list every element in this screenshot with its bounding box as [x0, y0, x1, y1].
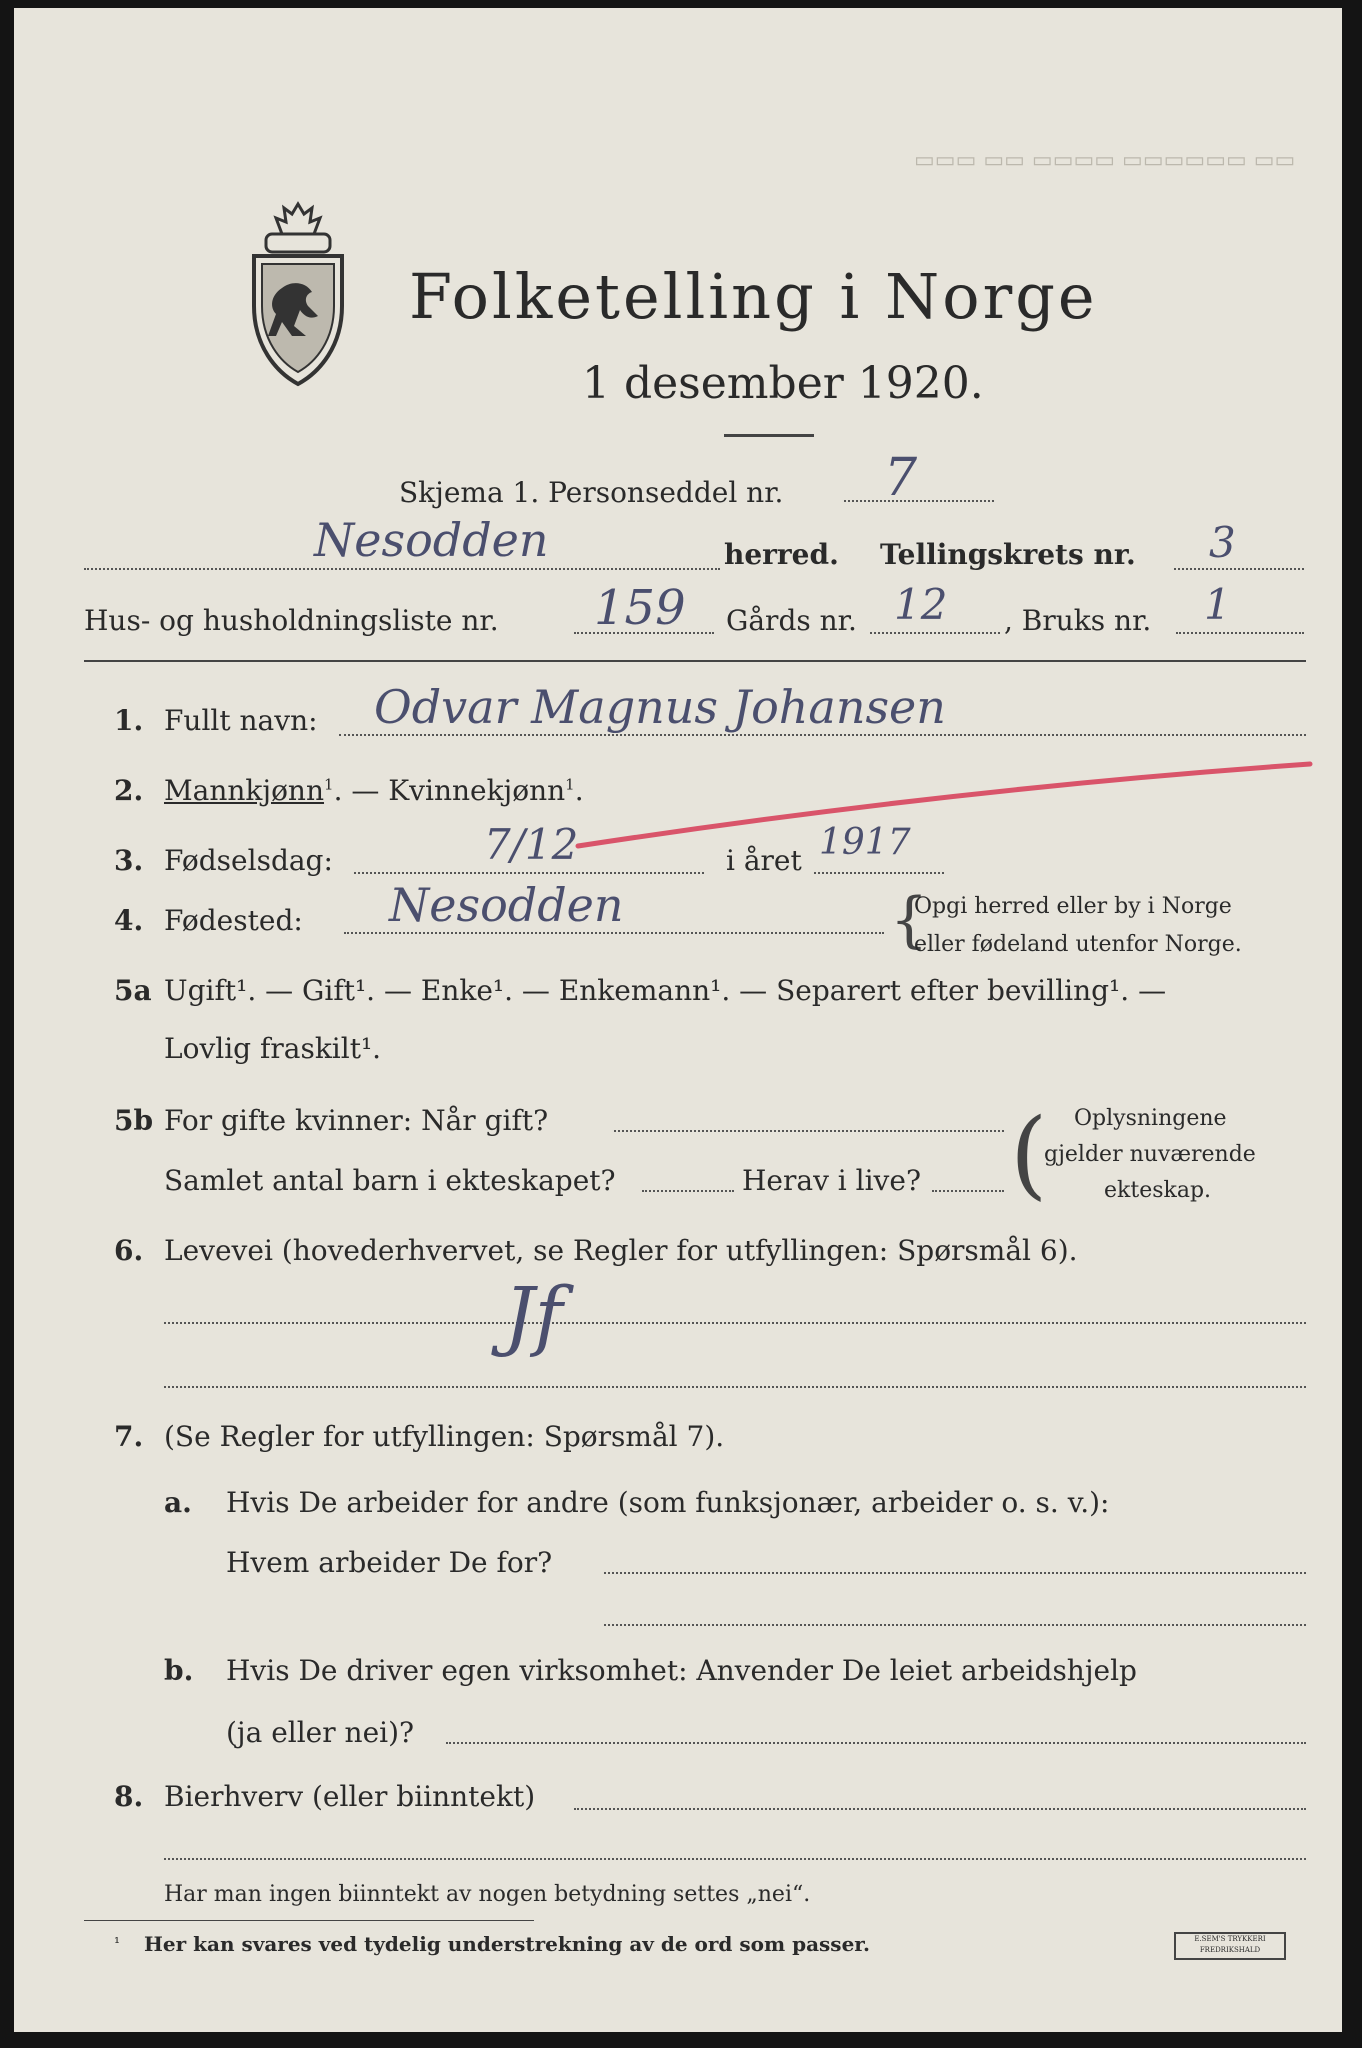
printer-stamp: E.SEM'S TRYKKERI FREDRIKSHALD — [1174, 1932, 1286, 1960]
q4-number: 4. — [114, 904, 144, 937]
q1-label: Fullt navn: — [164, 704, 318, 737]
q7a-line1: Hvis De arbeider for andre (som funksjonær, arbeider o. s. v.): — [226, 1486, 1110, 1519]
q5b-children-label: Samlet antal barn i ekteskapet? — [164, 1164, 616, 1197]
q5b-brace: ( — [1010, 1098, 1048, 1210]
gards-label: Gårds nr. — [726, 604, 857, 637]
tellingskrets-dots — [1174, 568, 1304, 570]
q1-dots — [339, 734, 1306, 736]
q5b-when-dots — [614, 1130, 1004, 1132]
schema-label: Skjema 1. Personseddel nr. — [399, 476, 784, 509]
herred-value: Nesodden — [314, 513, 549, 567]
q5b-note-line2: gjelder nuværende — [1044, 1142, 1256, 1167]
q3-year-value: 1917 — [819, 822, 911, 863]
coat-of-arms-icon — [242, 198, 354, 394]
q7b-line2: (ja eller nei)? — [226, 1716, 415, 1749]
gards-value: 12 — [894, 580, 948, 629]
bruks-dots — [1176, 632, 1304, 634]
q3-day-dots — [354, 872, 704, 874]
q7b-dots — [446, 1742, 1306, 1744]
husliste-value: 159 — [594, 580, 686, 636]
bruks-label: , Bruks nr. — [1004, 604, 1152, 637]
q3-label: Fødselsdag: — [164, 844, 333, 877]
q6-dots-1 — [164, 1322, 1306, 1324]
footnote-text: Her kan svares ved tydelig understrekning av de ord som passer. — [144, 1932, 870, 1956]
tellingskrets-label: Tellingskrets nr. — [880, 538, 1136, 571]
personseddel-value: 7 — [884, 448, 918, 508]
biinntekt-note: Har man ingen biinntekt av nogen betydning settes „nei“. — [164, 1882, 811, 1907]
q4-brace: { — [890, 885, 929, 955]
q7a-line2: Hvem arbeider De for? — [226, 1546, 553, 1579]
red-strike-line — [574, 760, 1314, 854]
herred-label: herred. — [724, 538, 839, 571]
q3-day-value: 7/12 — [484, 820, 579, 869]
q7a-dots-2 — [604, 1624, 1306, 1626]
q1-value: Odvar Magnus Johansen — [374, 680, 946, 734]
footnote-rule — [84, 1920, 534, 1921]
q6-dots-2 — [164, 1386, 1306, 1388]
q2-sex: Mannkjønn$^1$. — Kvinnekjønn$^1$. — [164, 774, 584, 807]
q7a-dots-1 — [604, 1572, 1306, 1574]
q2-mann-option: Mannkjønn — [164, 774, 325, 807]
q2-end: . — [574, 774, 584, 807]
q5a-number: 5a — [114, 974, 152, 1007]
q8-number: 8. — [114, 1780, 144, 1813]
q7b-letter: b. — [164, 1654, 194, 1687]
form-title: Folketelling i Norge — [409, 260, 1098, 333]
q8-label: Bierhverv (eller biinntekt) — [164, 1780, 536, 1813]
q4-label: Fødested: — [164, 904, 303, 937]
q8-dots-2 — [164, 1858, 1306, 1860]
q3-year-label: i året — [726, 844, 802, 877]
q5b-note-line3: ekteskap. — [1104, 1178, 1212, 1203]
q4-note-line2: eller fødeland utenfor Norge. — [914, 932, 1242, 957]
q1-number: 1. — [114, 704, 144, 737]
form-date: 1 desember 1920. — [582, 358, 984, 409]
q4-dots — [344, 932, 884, 934]
q4-note-line1: Opgi herred eller by i Norge — [914, 894, 1232, 919]
q5b-alive-label: Herav i live? — [742, 1164, 921, 1197]
q5b-alive-dots — [932, 1190, 1004, 1192]
q2-separator: . — — [333, 774, 389, 807]
q4-value: Nesodden — [389, 878, 624, 932]
q2-number: 2. — [114, 774, 144, 807]
q5b-line1: For gifte kvinner: Når gift? — [164, 1104, 549, 1137]
personseddel-dots — [844, 500, 994, 502]
q7a-letter: a. — [164, 1486, 192, 1519]
husliste-label: Hus- og husholdningsliste nr. — [84, 604, 499, 637]
q3-number: 3. — [114, 844, 144, 877]
census-form-page — [14, 8, 1342, 2032]
gards-dots — [870, 632, 1000, 634]
q3-year-dots — [814, 872, 944, 874]
tellingskrets-value: 3 — [1209, 518, 1236, 567]
section-rule — [84, 660, 1306, 662]
q6-label: Levevei (hovederhvervet, se Regler for utfyllingen: Spørsmål 6). — [164, 1234, 1078, 1267]
q6-number: 6. — [114, 1234, 144, 1267]
q5b-number: 5b — [114, 1104, 154, 1137]
bruks-value: 1 — [1204, 580, 1231, 629]
q5a-line1: Ugift¹. — Gift¹. — Enke¹. — Enkemann¹. — Separert efter bevilling¹. — — [164, 974, 1167, 1007]
q7-label: (Se Regler for utfyllingen: Spørsmål 7). — [164, 1420, 725, 1453]
footnote-marker: ¹ — [114, 1934, 121, 1952]
q6-value: Jf — [504, 1270, 563, 1359]
q5a-line2: Lovlig fraskilt¹. — [164, 1032, 382, 1065]
herred-dots — [84, 568, 720, 570]
q5b-note-line1: Oplysningene — [1074, 1106, 1227, 1131]
q2-kvinne-option: Kvinnekjønn — [388, 774, 566, 807]
q7b-line1: Hvis De driver egen virksomhet: Anvender De leiet arbeidshjelp — [226, 1654, 1137, 1687]
bleed-through-text: ▭▭▭ ▭▭ ▭▭▭▭ ▭▭▭▭▭▭ ▭▭ — [914, 148, 1296, 173]
q8-dots-1 — [574, 1808, 1306, 1810]
q7-number: 7. — [114, 1420, 144, 1453]
title-rule — [724, 434, 814, 437]
q5b-children-dots — [642, 1190, 734, 1192]
